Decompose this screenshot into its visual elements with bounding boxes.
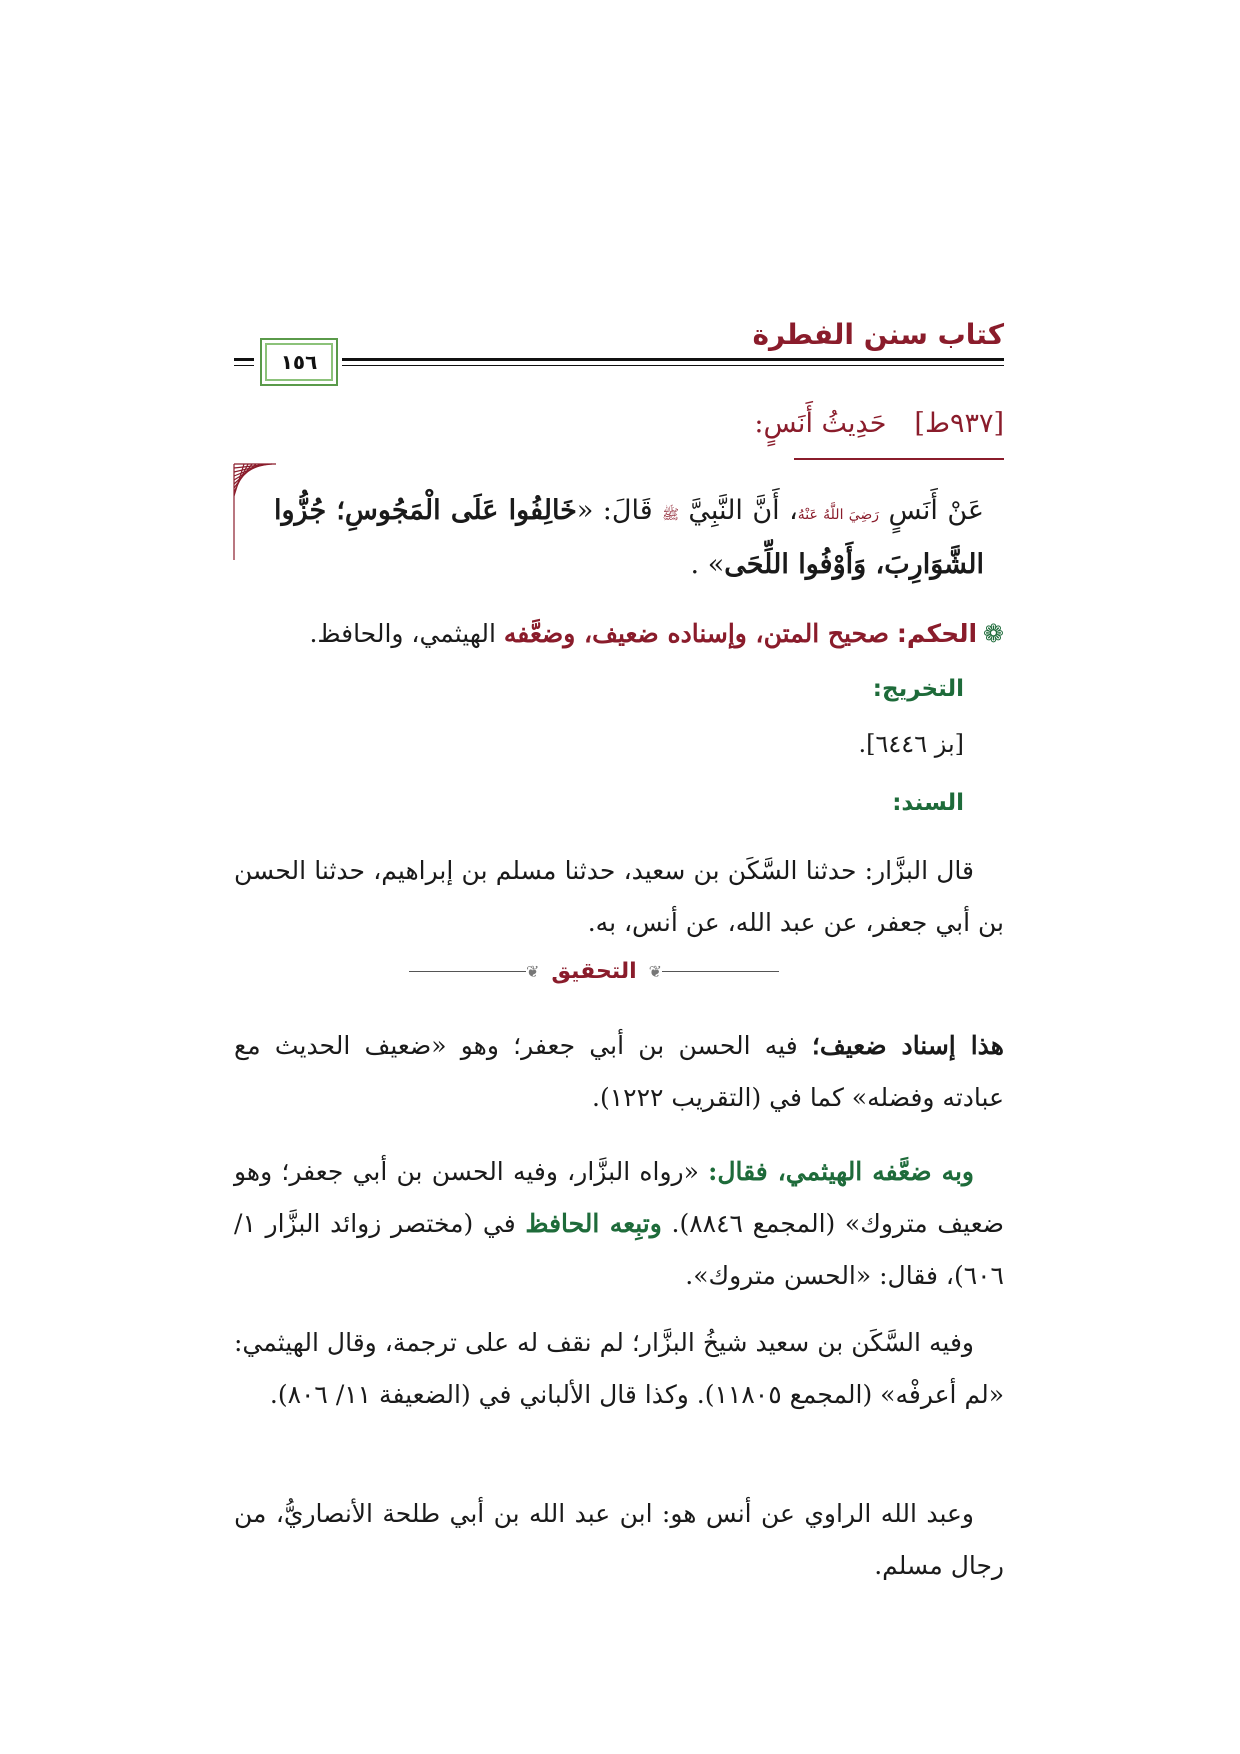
- paragraph-1: [234, 1020, 1004, 1124]
- paragraph-3: وفيه السَّكَن بن سعيد شيخُ البزَّار؛ لم نقف له على ترجمة، وقال الهيثمي: «لم أعرفْه» (المجمع ١١٨٠٥). وكذا قال الألباني في (الضعيفة ١١/ ٨٠٦).: [234, 1328, 1004, 1409]
- matn-part-c: قَالَ: «: [576, 495, 663, 526]
- p2-text-2: في (مختصر زوائد البزَّار ١/ ٦٠٦)، فقال: «الحسن متروك».: [234, 1209, 1004, 1290]
- header-rule-left-thin: [234, 365, 254, 366]
- divider-ornament-icon-left: ❦: [525, 961, 540, 981]
- matn-bold: خَالِفُوا عَلَى الْمَجُوسِ؛ جُزُّوا الشَّوَارِبَ، وَأَوْفُوا اللِّحَى: [274, 495, 984, 580]
- header-rule-thin: [342, 365, 1004, 366]
- flower-ornament-icon: ❁: [983, 619, 1004, 648]
- paragraph-4: وعبد الله الراوي عن أنس هو: ابن عبد الله بن أبي طلحة الأنصاريُّ، من رجال مسلم.: [234, 1499, 1004, 1580]
- tahqiq-divider: [409, 956, 779, 986]
- hadith-number: [٩٣٧ط]: [914, 408, 1004, 439]
- hukm-line: [234, 614, 1004, 654]
- hadith-matn: [274, 486, 984, 590]
- hadith-heading: [754, 408, 1004, 439]
- page: [234, 0, 1004, 1754]
- isnad-label: السند:: [892, 790, 964, 816]
- page-number: ١٥٦: [280, 350, 318, 374]
- takhrij-reference: [بز ٦٤٤٦].: [858, 730, 964, 758]
- hukm-verdict: صحيح المتن، وإسناده ضعيف، وضعَّفه: [503, 619, 889, 648]
- salla-honorific: ﷺ: [662, 507, 679, 523]
- divider-line-left: [409, 971, 526, 972]
- takhrij-label: التخريج:: [872, 676, 964, 702]
- matn-end: » .: [690, 549, 725, 580]
- heading-underline: [794, 458, 1004, 460]
- tahqiq-label: التحقيق: [551, 958, 637, 984]
- paragraph-2: [234, 1146, 1004, 1302]
- hadith-title: حَدِيثُ أَنَسٍ:: [754, 408, 887, 439]
- page-number-badge: [260, 338, 338, 386]
- p1-text: فيه الحسن بن أبي جعفر؛ وهو «ضعيف الحديث مع عبادته وفضله» كما في (التقريب ١٢٢٢).: [234, 1031, 1004, 1112]
- p2-text-1: «رواه البزَّار، وفيه الحسن بن أبي جعفر؛ وهو ضعيف متروك» (المجمع ٨٨٤٦).: [234, 1157, 1005, 1238]
- hukm-label: الحكم:: [896, 619, 978, 648]
- book-title: كتاب سنن الفطرة: [752, 318, 1004, 351]
- hukm-rest: الهيثمي، والحافظ.: [309, 619, 504, 648]
- matn-part-a: عَنْ أَنَسٍ: [888, 495, 984, 526]
- header-rule-thick: [342, 358, 1004, 361]
- p1-bold: هذا إسناد ضعيف؛: [811, 1031, 1004, 1060]
- divider-line-right: [662, 971, 779, 972]
- header-rule-left-thick: [234, 358, 254, 361]
- divider-ornament-icon: ❦: [648, 961, 663, 981]
- p2-green-1: وبه ضعَّفه الهيثمي، فقال:: [708, 1157, 974, 1186]
- p2-green-2: وتبِعه الحافظ: [525, 1209, 662, 1238]
- matn-part-b: ، أَنَّ النَّبِيَّ: [688, 495, 798, 526]
- corner-ornament-icon: [232, 462, 278, 562]
- radiya-honorific: رَضِيَ اللَّهُ عَنْهُ: [797, 507, 880, 523]
- isnad-text: قال البزَّار: حدثنا السَّكَن بن سعيد، حدثنا مسلم بن إبراهيم، حدثنا الحسن بن أبي جعفر، عن عبد الله، عن أنس، به.: [234, 856, 1004, 937]
